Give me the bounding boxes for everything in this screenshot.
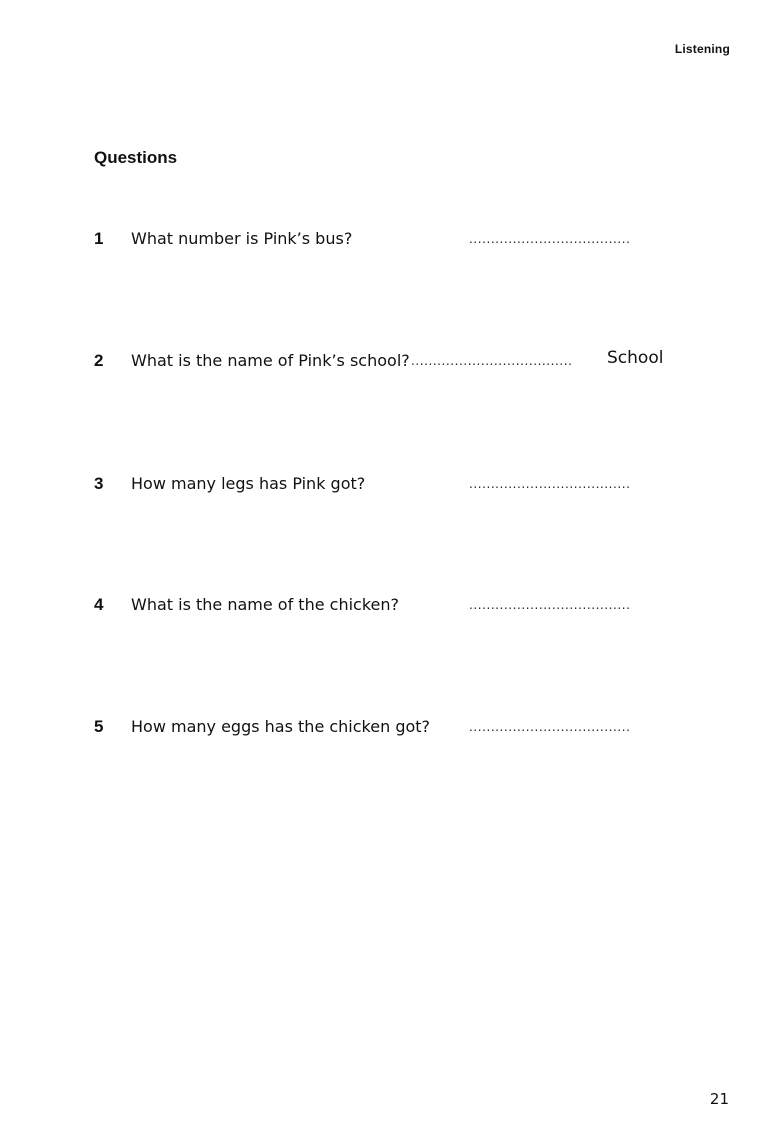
answer-line[interactable]: ..................................... <box>469 720 631 734</box>
question-number: 3 <box>94 474 104 493</box>
question-text: What is the name of the chicken? <box>131 595 399 614</box>
question-5 <box>94 717 664 747</box>
answer-line[interactable]: ..................................... <box>469 477 631 491</box>
question-number: 5 <box>94 717 104 736</box>
question-text: What is the name of Pink’s school? <box>131 351 410 370</box>
question-number: 1 <box>94 229 104 248</box>
question-1 <box>94 229 664 259</box>
question-4 <box>94 595 664 625</box>
question-number: 4 <box>94 595 104 614</box>
answer-line[interactable]: ..................................... <box>469 232 631 246</box>
question-text: What number is Pink’s bus? <box>131 229 353 248</box>
section-label: Listening <box>674 42 730 56</box>
answer-suffix: School <box>607 348 664 368</box>
question-2 <box>94 348 664 381</box>
question-text: How many eggs has the chicken got? <box>131 717 431 736</box>
answer-line[interactable]: ..................................... <box>469 598 631 612</box>
questions-heading: Questions <box>94 148 178 167</box>
question-text: How many legs has Pink got? <box>131 474 366 493</box>
question-3 <box>94 474 664 504</box>
answer-line[interactable]: ..................................... <box>411 354 573 368</box>
question-number: 2 <box>94 351 104 370</box>
page-number: 21 <box>709 1090 729 1108</box>
